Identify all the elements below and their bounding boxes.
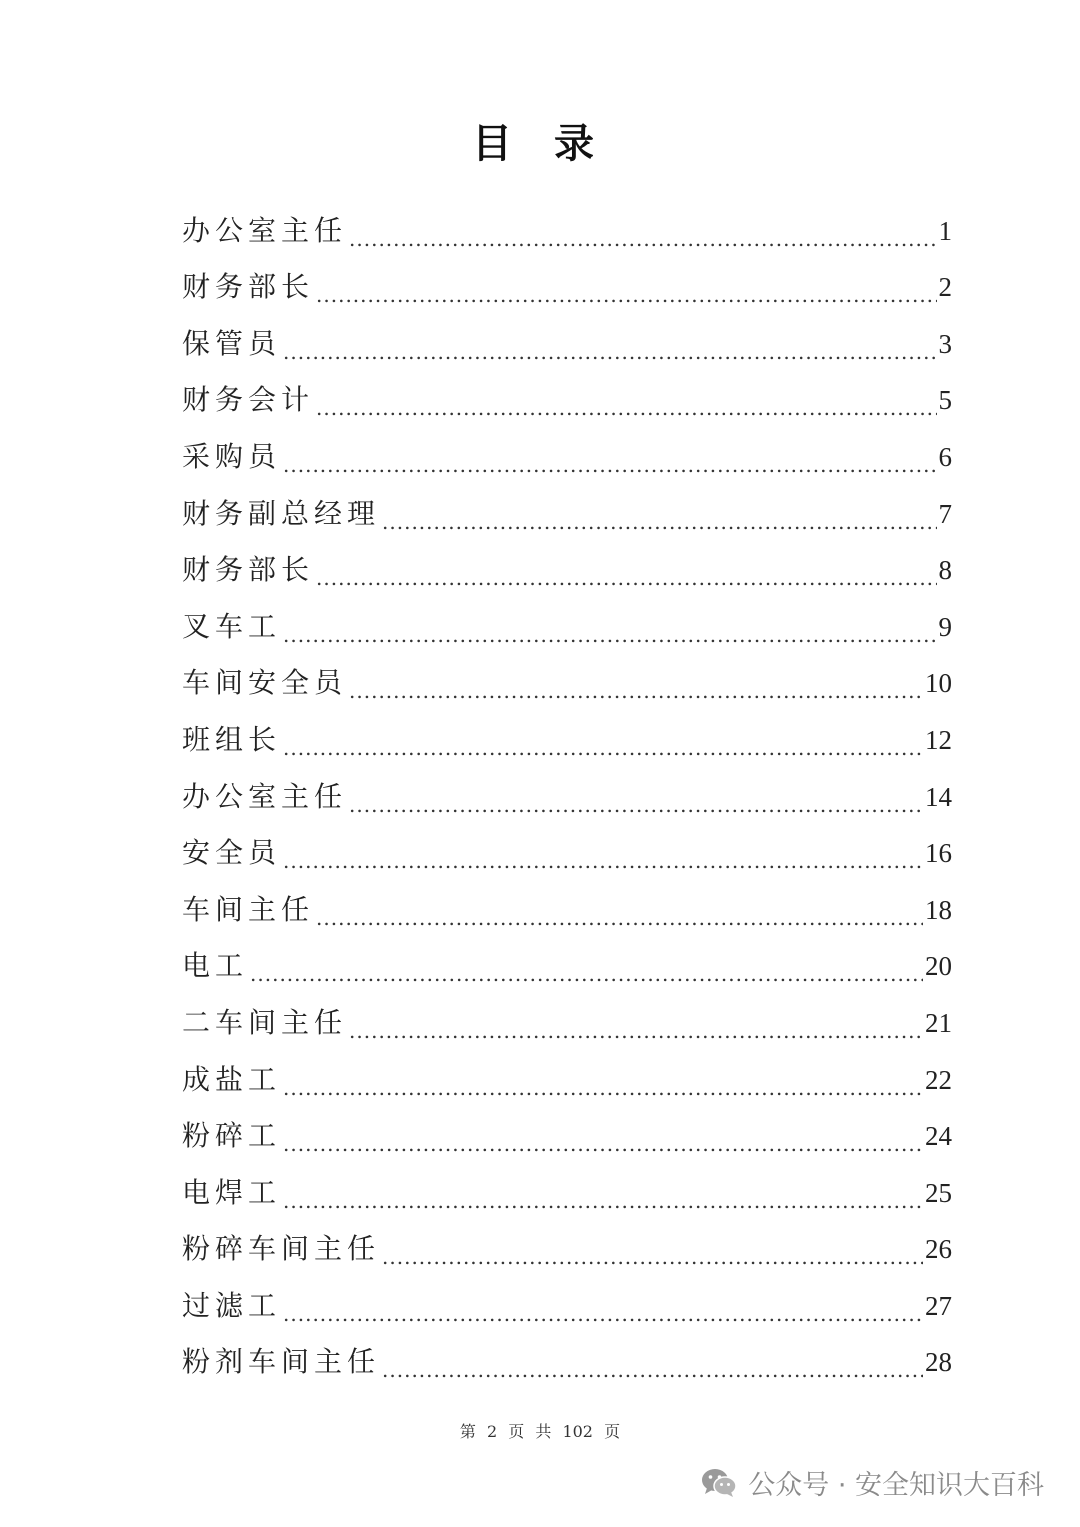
toc-entry[interactable] — [182, 315, 952, 372]
toc-dot-leader — [283, 1068, 923, 1108]
toc-entry-page-number: 5 — [938, 385, 952, 416]
toc-entry-page-number: 2 — [938, 272, 952, 303]
toc-entry[interactable] — [182, 202, 952, 259]
toc-entry-page-number: 7 — [938, 498, 952, 529]
toc-entry[interactable] — [182, 485, 952, 542]
toc-entry[interactable] — [182, 938, 952, 995]
toc-entry[interactable] — [182, 1108, 952, 1165]
toc-entry-label: 粉剂车间主任 — [182, 1345, 381, 1379]
toc-dot-leader — [349, 671, 923, 711]
toc-entry-label: 安全员 — [182, 836, 282, 870]
toc-entry-page-number: 8 — [938, 555, 952, 586]
toc-entry-page-number: 16 — [925, 838, 952, 869]
toc-dot-leader — [283, 841, 923, 881]
toc-entry[interactable] — [182, 768, 952, 825]
toc-entry-label: 财务会计 — [182, 383, 315, 417]
toc-entry[interactable] — [182, 1277, 952, 1334]
toc-dot-leader — [382, 1237, 923, 1277]
toc-entry-page-number: 27 — [925, 1290, 952, 1321]
toc-entry-page-number: 18 — [925, 894, 952, 925]
toc-dot-leader — [250, 954, 923, 994]
toc-dot-leader — [349, 785, 923, 825]
toc-entry[interactable] — [182, 372, 952, 429]
toc-entry[interactable] — [182, 1221, 952, 1278]
toc-entry-page-number: 26 — [925, 1234, 952, 1265]
toc-entry[interactable] — [182, 259, 952, 316]
toc-entry-label: 二车间主任 — [182, 1005, 348, 1039]
watermark-text: 公众号 · 安全知识大百科 — [748, 1470, 1044, 1501]
toc-entry-page-number: 1 — [938, 215, 952, 246]
toc-entry-label: 财务部长 — [182, 270, 315, 304]
toc-entry[interactable] — [182, 711, 952, 768]
toc-dot-leader — [283, 615, 936, 655]
toc-dot-leader — [316, 275, 936, 315]
page-footer: 第 2 页 共 102 页 — [459, 1422, 621, 1441]
toc-entry-page-number: 22 — [925, 1064, 952, 1095]
toc-entry-page-number: 21 — [925, 1007, 952, 1038]
toc-dot-leader — [382, 1350, 923, 1390]
wechat-icon — [700, 1467, 738, 1499]
toc-entry-label: 财务副总经理 — [182, 496, 381, 530]
toc-entry-page-number: 25 — [925, 1177, 952, 1208]
toc-entry-label: 办公室主任 — [182, 213, 348, 247]
toc-entry-label: 电焊工 — [182, 1175, 282, 1209]
toc-entry-label: 采购员 — [182, 439, 282, 473]
toc-entry-page-number: 14 — [925, 781, 952, 812]
toc-entry-label: 电工 — [182, 949, 249, 983]
toc-entry-label: 车间安全员 — [182, 666, 348, 700]
toc-entry[interactable] — [182, 598, 952, 655]
toc-entry-page-number: 24 — [925, 1121, 952, 1152]
toc-dot-leader — [283, 728, 923, 768]
toc-dot-leader — [283, 1124, 923, 1164]
toc-entry-label: 班组长 — [182, 722, 282, 756]
toc-entry[interactable] — [182, 1334, 952, 1391]
toc-entry-label: 成盐工 — [182, 1062, 282, 1096]
toc-dot-leader — [349, 219, 936, 259]
toc-entry-label: 财务部长 — [182, 553, 315, 587]
toc-entry[interactable] — [182, 655, 952, 712]
toc-entry-page-number: 10 — [925, 668, 952, 699]
toc-dot-leader — [349, 1011, 923, 1051]
toc-entry-label: 保管员 — [182, 326, 282, 360]
toc-dot-leader — [283, 1181, 923, 1221]
toc-dot-leader — [382, 502, 936, 542]
toc-entry-label: 粉碎车间主任 — [182, 1232, 381, 1266]
toc-entry[interactable] — [182, 825, 952, 882]
toc-entry[interactable] — [182, 542, 952, 599]
toc-dot-leader — [283, 1294, 923, 1334]
table-of-contents — [182, 202, 952, 1390]
toc-entry-page-number: 28 — [925, 1347, 952, 1378]
toc-entry[interactable] — [182, 1164, 952, 1221]
toc-entry[interactable] — [182, 428, 952, 485]
toc-dot-leader — [283, 332, 936, 372]
toc-entry-page-number: 6 — [938, 441, 952, 472]
toc-entry-page-number: 9 — [938, 611, 952, 642]
toc-entry-page-number: 3 — [938, 328, 952, 359]
toc-entry-label: 车间主任 — [182, 892, 315, 926]
toc-dot-leader — [316, 898, 923, 938]
toc-dot-leader — [316, 388, 936, 428]
page-title: 目 录 — [472, 121, 608, 167]
toc-entry-page-number: 20 — [925, 951, 952, 982]
toc-entry[interactable] — [182, 994, 952, 1051]
toc-entry-label: 办公室主任 — [182, 779, 348, 813]
watermark — [700, 1463, 1044, 1502]
toc-entry[interactable] — [182, 1051, 952, 1108]
toc-entry[interactable] — [182, 881, 952, 938]
toc-entry-label: 粉碎工 — [182, 1119, 282, 1153]
toc-entry-page-number: 12 — [925, 724, 952, 755]
toc-dot-leader — [283, 445, 936, 485]
toc-dot-leader — [316, 558, 936, 598]
toc-entry-label: 过滤工 — [182, 1288, 282, 1322]
toc-entry-label: 叉车工 — [182, 609, 282, 643]
